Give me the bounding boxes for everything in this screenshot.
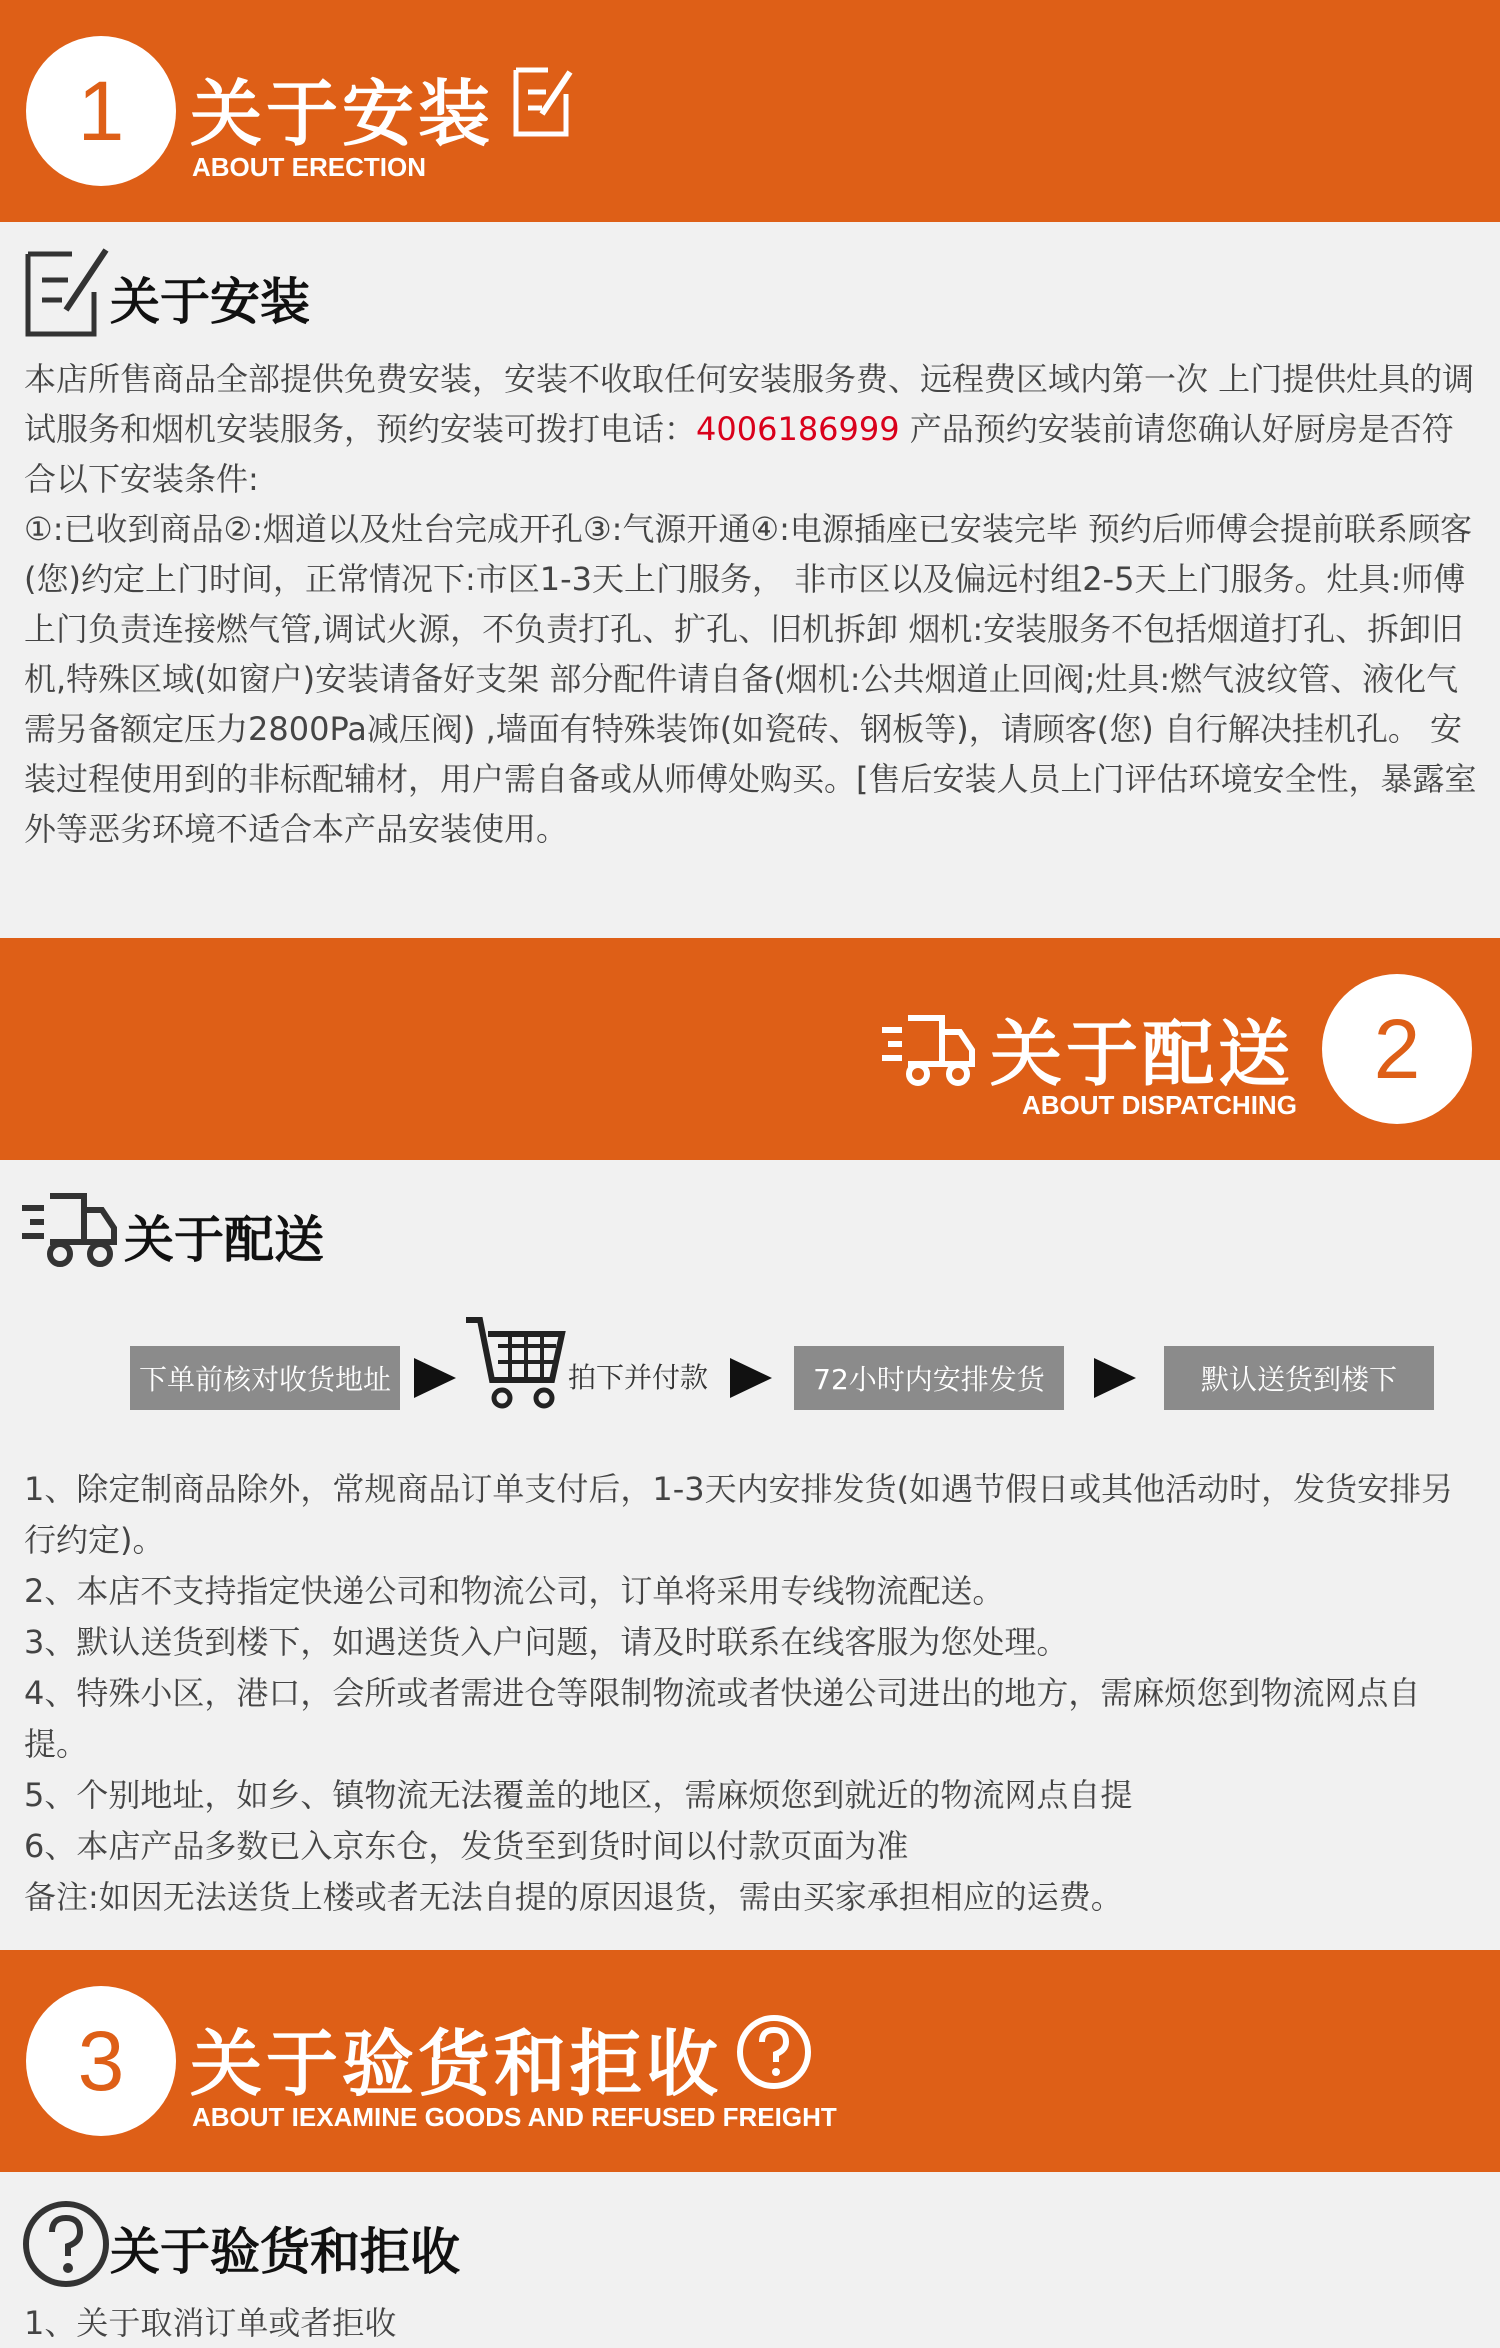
section1-paragraph bbox=[24, 354, 1484, 854]
arrow-right-icon bbox=[1094, 1358, 1136, 1398]
section3-heading: 关于验货和拒收 bbox=[110, 2223, 460, 2281]
section3-partial-line: 1、关于取消订单或者拒收 bbox=[24, 2304, 397, 2342]
step-deliver-downstairs: 默认送货到楼下 bbox=[1164, 1346, 1434, 1410]
list-item: 6、本店产品多数已入京东仓，发货至到货时间以付款页面为准 bbox=[24, 1827, 909, 1865]
section2-title: 关于配送 bbox=[990, 1012, 1295, 1096]
installation-conditions: ①:已收到商品②:烟道以及灶台完成开孔③:气源开通④:电源插座已安装完毕 预约后师傅会提前联系顾客(您)约定上门时间，正常情况下:市区1-3天上门服务， 非市区以及偏远村组2-5天上门服务。灶具:师傅上门负责连接燃气管,调试火源，不负责打孔、扩孔、旧机拆卸 烟机:安装服务不包括烟道打孔、拆卸旧机,特殊区域(如窗户)安装请备好支架 部分配件请自备(烟机:公共烟道止回阀;灶具:燃气波纹管、液化气需另备额定压力2800Pa减压阀) ,墙面有特殊装饰(如瓷砖、钢板等)，请顾客(您) 自行解决挂机孔。 安装过程使用到的非标配辅材，用户需自备或从师傅处购买。[售后安装人员上门评估环境安全性，暴露室外等恶劣环境不适合本产品安装使用。 bbox=[24, 510, 1477, 848]
delivery-truck-icon bbox=[878, 1004, 978, 1094]
section3-number-badge: 3 bbox=[26, 1986, 176, 2136]
question-circle-icon bbox=[20, 2198, 112, 2290]
section1-title: 关于安装 bbox=[190, 72, 495, 156]
list-item: 备注:如因无法送货上楼或者无法自提的原因退货，需由买家承担相应的运费。 bbox=[24, 1878, 1123, 1916]
edit-note-icon bbox=[508, 62, 578, 142]
question-circle-icon bbox=[734, 2012, 814, 2092]
list-item: 5、个别地址，如乡、镇物流无法覆盖的地区，需麻烦您到就近的物流网点自提 bbox=[24, 1776, 1133, 1814]
section2-heading: 关于配送 bbox=[124, 1211, 324, 1269]
section3-banner bbox=[0, 1950, 1500, 2172]
list-item: 3、默认送货到楼下，如遇送货入户问题，请及时联系在线客服为您处理。 bbox=[24, 1623, 1069, 1661]
section2-banner bbox=[0, 938, 1500, 1160]
list-item: 2、本店不支持指定快递公司和物流公司，订单将采用专线物流配送。 bbox=[24, 1572, 1005, 1610]
section1-heading: 关于安装 bbox=[110, 273, 310, 331]
shopping-cart-icon bbox=[464, 1312, 568, 1416]
step-ship-72h: 72小时内安排发货 bbox=[794, 1346, 1064, 1410]
section1-paragraph-text: 本店所售商品全部提供免费安装，安装不收取任何安装服务费、远程费区域内第一次 上门提供灶具的调试服务和烟机安装服务，预约安装可拨打电话： bbox=[24, 360, 1475, 448]
section1-paragraph-text-2: 产品预约安装前请您确认好厨房是否符合以下安装条件: bbox=[24, 410, 1454, 498]
section1-banner bbox=[0, 0, 1500, 222]
edit-note-icon bbox=[22, 240, 114, 340]
section3-title: 关于验货和拒收 bbox=[190, 2022, 723, 2106]
delivery-truck-icon bbox=[18, 1186, 118, 1272]
step-pay: 拍下并付款 bbox=[568, 1361, 709, 1394]
section2-subtitle: ABOUT DISPATCHING bbox=[1022, 1090, 1297, 1120]
section1-number-badge: 1 bbox=[26, 36, 176, 186]
delivery-terms-list bbox=[24, 1464, 1484, 1923]
arrow-right-icon bbox=[730, 1358, 772, 1398]
list-item: 4、特殊小区，港口，会所或者需进仓等限制物流或者快递公司进出的地方，需麻烦您到物流网点自提。 bbox=[24, 1674, 1421, 1763]
section3-subtitle: ABOUT IEXAMINE GOODS AND REFUSED FREIGHT bbox=[192, 2102, 837, 2132]
section1-subtitle: ABOUT ERECTION bbox=[192, 152, 426, 182]
list-item: 1、除定制商品除外，常规商品订单支付后，1-3天内安排发货(如遇节假日或其他活动时，发货安排另行约定)。 bbox=[24, 1470, 1454, 1559]
step-verify-address: 下单前核对收货地址 bbox=[130, 1346, 400, 1410]
phone-number[interactable]: 4006186999 bbox=[696, 410, 900, 448]
section2-number-badge: 2 bbox=[1322, 974, 1472, 1124]
arrow-right-icon bbox=[414, 1358, 456, 1398]
